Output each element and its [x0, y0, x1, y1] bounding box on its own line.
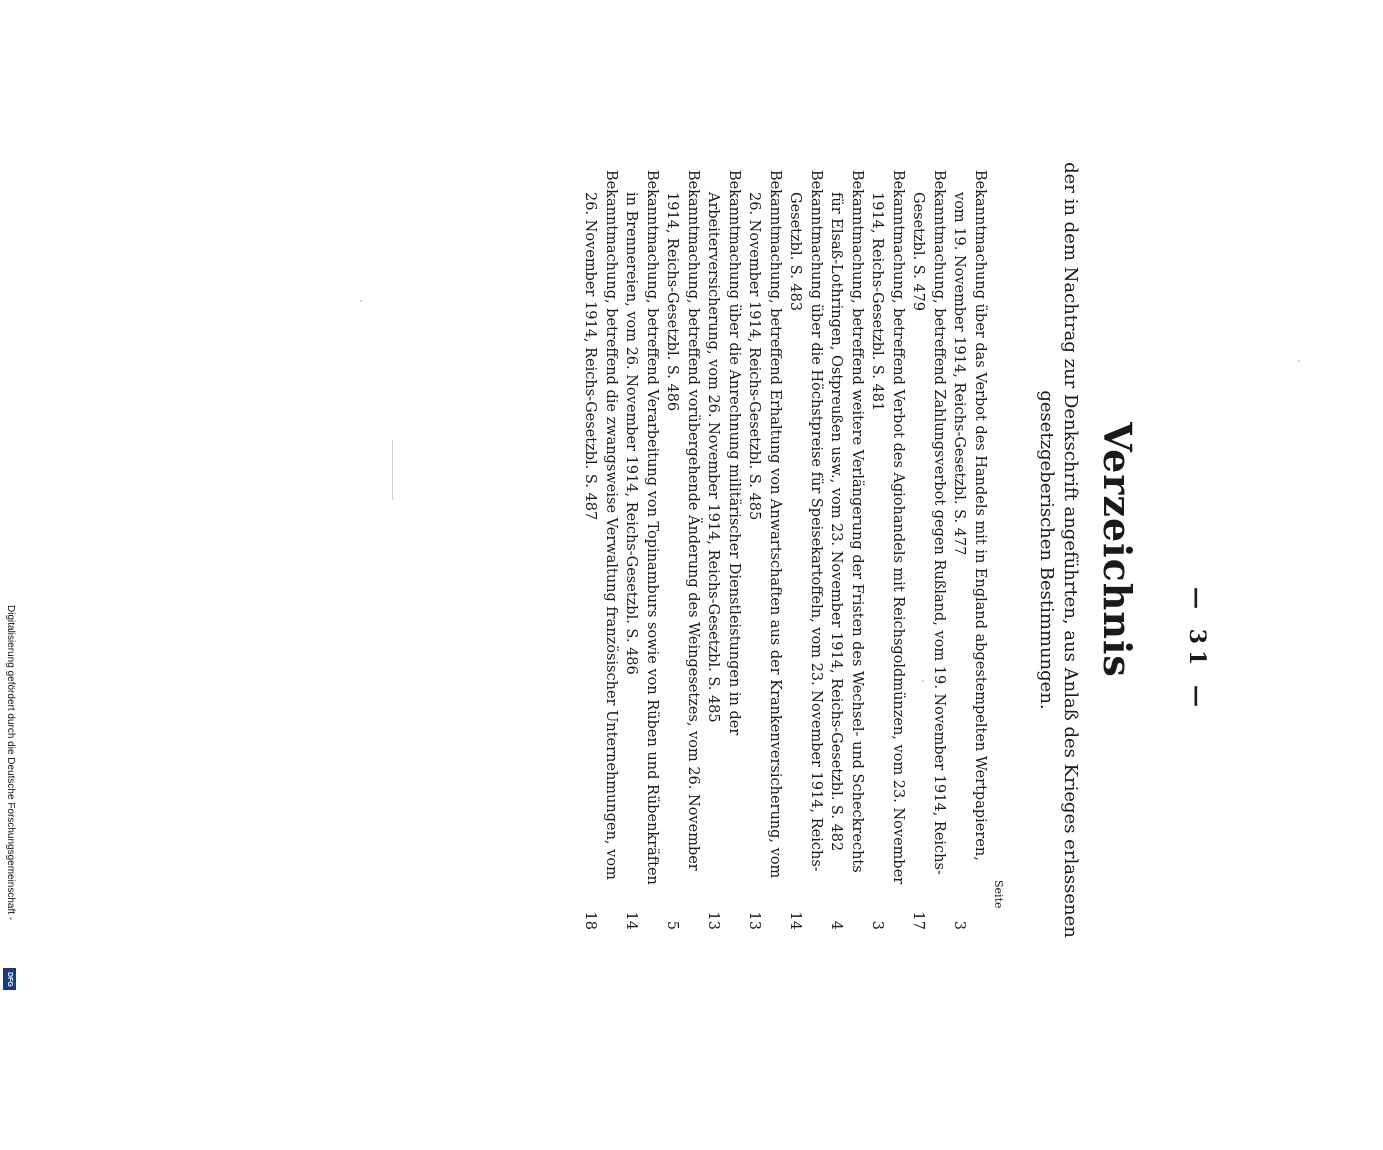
entry-text: Bekanntmachung, betreffend Zahlungsverbot gegen Rußland, vom 19. November 1914, Reichs-Gesetzbl. S. 479 [910, 170, 947, 875]
entry-page: 14 [787, 911, 804, 930]
list-item [785, 170, 826, 930]
entry-page: 14 [623, 911, 640, 930]
scan-speck [922, 680, 924, 682]
scan-speck [360, 300, 362, 302]
entry-text: Bekanntmachung, betreffend Verarbeitung von Topinamburs sowie von Rüben und Rübenkräften in Brennereien, vom 26. November 1914, Reichs-Gesetzbl. S. 486 [623, 170, 660, 885]
entry-list [580, 170, 990, 930]
list-item [826, 170, 867, 930]
page-title: Verzeichnis [1095, 422, 1140, 678]
list-item [621, 170, 662, 930]
digitization-note-text: Digitalisierung gefördert durch die Deutsche Forschungsgemeinschaft - [5, 605, 16, 921]
digitization-note [2, 605, 16, 995]
list-item [662, 170, 703, 930]
list-item [867, 170, 908, 930]
entry-page: 4 [828, 920, 845, 930]
list-item [580, 170, 621, 930]
entry-page: 13 [746, 911, 763, 930]
entry-text: Bekanntmachung über die Anrechnung militärischer Dienstleistungen in der Arbeiterversicherung, vom 26. November 1914, Reichs-Gesetzbl. S. 485 [705, 170, 742, 736]
entry-text: Bekanntmachung über das Verbot des Handels mit in England abgestempelten Wertpapieren, vom 19. November 1914, Reichs-Gesetzbl. S. 477 [951, 170, 988, 861]
page-subtitle: der in dem Nachtrag zur Denkschrift angeführten, aus Anlaß des Krieges erlassenen gesetzgeberischen Bestimmungen. [1036, 162, 1081, 938]
entry-text: Bekanntmachung, betreffend die zwangsweise Verwaltung französischer Unternehmungen, vom 26. November 1914, Reichs-Gesetzbl. S. 487 [582, 170, 619, 880]
list-item [703, 170, 744, 930]
entry-page: 3 [951, 920, 968, 930]
list-item [949, 170, 990, 930]
entry-text: Bekanntmachung, betreffend vorübergehende Änderung des Weingesetzes, vom 26. November 1914, Reichs-Gesetzbl. S. 486 [664, 170, 701, 871]
entry-page: 5 [664, 920, 681, 930]
entry-text: Bekanntmachung über die Höchstpreise für Speisekartoffeln, vom 23. November 1914, Reichs-Gesetzbl. S. 483 [787, 170, 824, 872]
scan-speck [1298, 360, 1300, 362]
scan-speck [392, 440, 393, 500]
entry-text: Bekanntmachung, betreffend Verbot des Agiohandels mit Reichsgoldmünzen, vom 23. November 1914, Reichs-Gesetzbl. S. 481 [869, 170, 906, 885]
list-item [908, 170, 949, 930]
page-number: — 31 — [1184, 587, 1210, 713]
dfg-logo: DFG [3, 968, 16, 990]
column-label-seite: Seite [992, 880, 1005, 909]
entry-text: Bekanntmachung, betreffend weitere Verlängerung der Fristen des Wechsel- und Scheckrechts für Elsaß-Lothringen, Ostpreußen usw., vom 23. November 1914, Reichs-Gesetzbl. S. 482 [828, 170, 865, 873]
entry-text: Bekanntmachung, betreffend Erhaltung von Anwartschaften aus der Krankenversicherung, vom 26. November 1914, Reichs-Gesetzbl. S. 485 [746, 170, 783, 879]
entry-page: 13 [705, 911, 722, 930]
entry-page: 17 [910, 911, 927, 930]
list-item [744, 170, 785, 930]
rotated-page [550, 150, 1210, 1150]
entry-page: 3 [869, 920, 886, 930]
entry-page: 18 [582, 911, 599, 930]
